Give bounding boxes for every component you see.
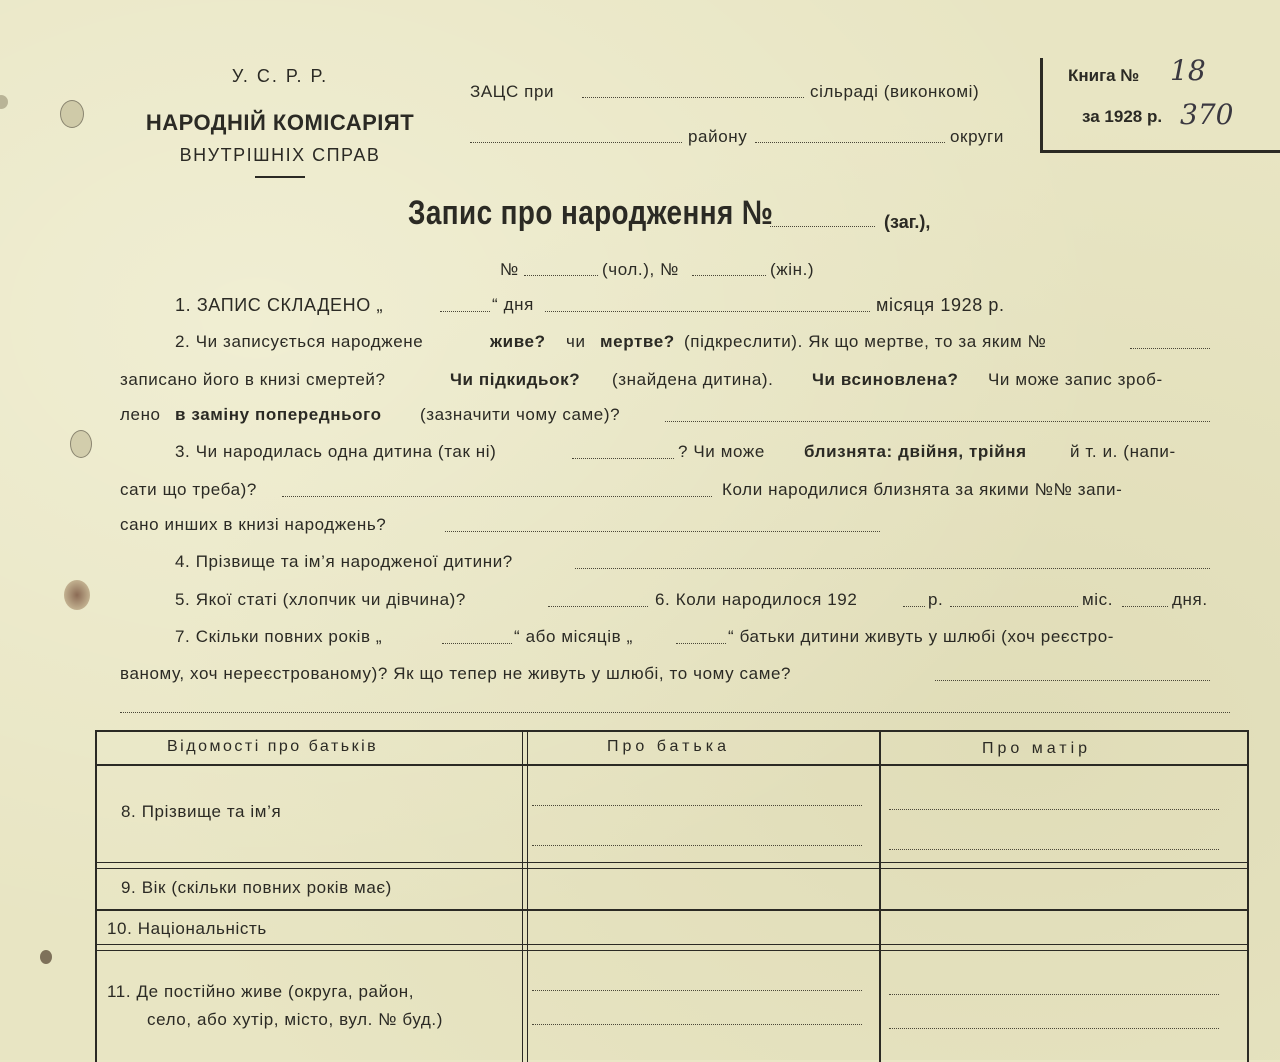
item-2-reason-line [665,421,1210,422]
item-7-text-c: “ батьки дитини живуть у шлюбі (хоч реєстро- [728,627,1115,646]
table-col-info: Відомості про батьків [167,738,379,755]
table-col-divider-1 [522,732,528,1062]
table-row-11-label-b: село, або хутір, місто, вул. № буд.) [147,1010,444,1029]
book-year: за 1928 р. [1082,107,1163,126]
table-header-divider [97,764,1247,766]
item-5-sex-line [548,606,648,607]
item-3-other-line [445,531,880,532]
title-zag: (заг.), [884,212,931,232]
item-1-dnia: “ дня [492,295,534,314]
item-3-text-b: ? Чи може [678,442,765,461]
raion-fill-line [470,142,682,143]
table-row-divider-8 [97,862,1247,869]
row-11-father-line-2 [532,1024,862,1025]
item-2-text-a: 2. Чи записується народжене [175,332,424,351]
item-2-text-f: лено [120,405,161,424]
male-no-label: № [500,260,519,279]
punch-hole-mark [0,95,8,109]
zags-fill-line [582,97,804,98]
raion-label: району [688,127,748,146]
item-7-years-line [442,643,512,644]
item-2-replacement: в заміну попереднього [175,405,382,424]
item-4-label: 4. Прізвище та ім’я народженої дитини? [175,552,513,571]
table-row-divider-10 [97,944,1247,951]
item-7-months-line [676,643,726,644]
row-8-father-line-1 [532,805,862,806]
item-3-text-a: 3. Чи народилась одна дитина (так ні) [175,442,497,461]
item-2-text-d: (знайдена дитина). [612,370,774,389]
item-6-day-line [1122,606,1168,607]
book-number-handwritten: 18 [1170,54,1206,87]
table-row-9-label: 9. Вік (скільки повних років має) [121,878,392,897]
item-3-text-c: й т. и. (напи- [1070,442,1176,461]
internal-affairs-header: ВНУТРІШНІХ СПРАВ [179,145,381,165]
item-4-name-line [575,568,1210,569]
item-2-or: чи [566,332,586,351]
item-2-text-b: (підкреслити). Як що мертве, то за яким № [684,332,1047,351]
item-7-text-d: ваному, хоч нереєстрованому)? Як що тепер не живуть у шлюбі, то чому саме? [120,664,792,683]
item-2-foundling: Чи підкидьок? [450,370,581,389]
item-7-reason-line [935,680,1210,681]
item-6-dnia: дня. [1172,590,1208,609]
item-2-text-e: Чи може запис зроб- [988,370,1163,389]
item-2-text-g: (зазначити чому саме)? [420,405,621,424]
item-6-year-line [903,606,925,607]
row-11-father-line-1 [532,990,862,991]
item-3-text-d: сати що треба)? [120,480,257,499]
header-divider [255,176,305,178]
zhin-label: (жін.) [770,260,815,279]
record-number-handwritten: 370 [1180,98,1234,131]
item-3-yes-no-line [572,458,674,459]
item-5-label: 5. Якої статі (хлопчик чи дівчина)? [175,590,466,609]
rust-stain [64,580,90,610]
item-3-twins: близнята: двійня, трійня [804,442,1027,461]
table-row-10-label: 10. Національність [107,919,267,938]
row-8-mother-line-1 [889,809,1219,810]
okrug-fill-line [755,142,945,143]
item-2-number-line [1130,348,1210,349]
title-number-line [770,226,875,227]
table-row-divider-9 [97,909,1247,911]
table-row-8-label: 8. Прізвище та ім’я [121,802,282,821]
item-1-label: 1. ЗАПИС СКЛАДЕНО „ [175,295,384,315]
table-col-father: Про батька [607,738,730,755]
row-8-father-line-2 [532,845,862,846]
okrug-label: округи [950,127,1004,146]
item-2-text-c: записано його в книзі смертей? [120,370,386,389]
page-title: Запис про народження № [408,194,774,232]
row-11-mother-line-1 [889,994,1219,995]
male-no-line [524,275,598,276]
item-7-text-a: 7. Скільки повних років „ [175,627,383,646]
book-label: Книга № [1068,66,1140,85]
row-11-mother-line-2 [889,1028,1219,1029]
punch-hole-mark [60,100,84,128]
zags-label: ЗАЦС при [470,82,555,101]
item-3-what-line [282,496,712,497]
item-1-day-line [440,311,490,312]
item-3-text-f: сано инших в книзі народжень? [120,515,387,534]
item-3-text-e: Коли народилися близнята за якими №№ запи- [722,480,1123,499]
item-2-alive: живе? [490,332,546,351]
item-6-label: 6. Коли народилося 192 [655,590,858,609]
row-8-mother-line-2 [889,849,1219,850]
table-row-11-label-a: 11. Де постійно живе (округа, район, [107,982,415,1001]
item-6-r: р. [928,590,944,609]
rust-stain [40,950,52,964]
item-6-mis: міс. [1082,590,1114,609]
chol-label: (чол.), № [602,260,679,279]
female-no-line [692,275,766,276]
item-2-dead: мертве? [600,332,675,351]
silradi-label: сільраді (виконкомі) [810,82,980,101]
item-2-adopted: Чи всиновлена? [812,370,959,389]
table-col-mother: Про матір [982,740,1092,757]
item-1-month-line [545,311,870,312]
item-6-month-line [950,606,1078,607]
item-7-text-b: “ або місяців „ [514,627,633,646]
punch-hole-mark [70,430,92,458]
table-col-divider-2 [879,732,881,1062]
ussr-header: У. С. Р. Р. [231,66,329,86]
item-7-reason-line-2 [120,712,1230,713]
parents-info-table [95,730,1249,1062]
item-1-month: місяця 1928 р. [876,295,1005,315]
commissariat-header: НАРОДНІЙ КОМІСАРІЯТ [145,110,415,135]
